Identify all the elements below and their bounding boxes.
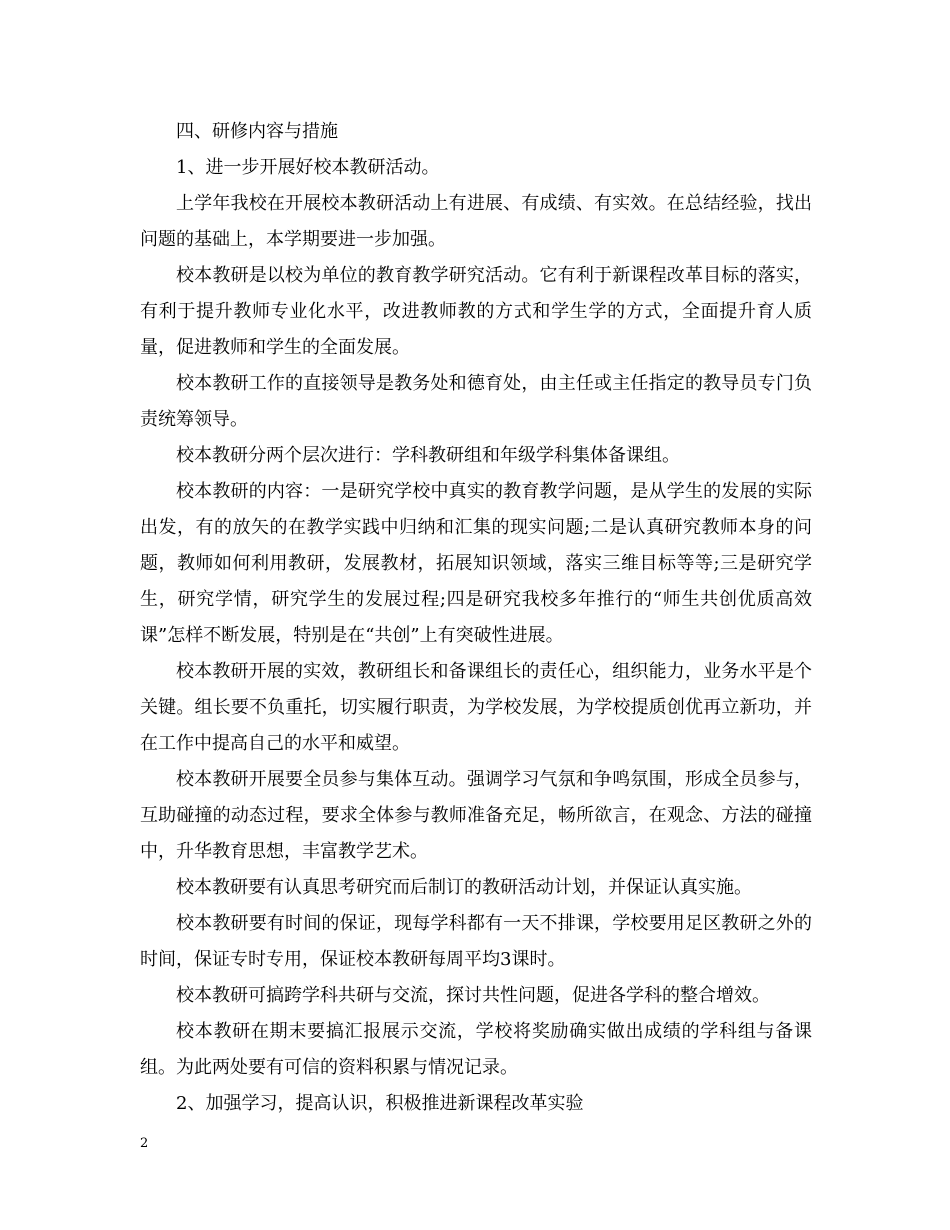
section-heading: 四、研修内容与措施 (176, 121, 338, 142)
paragraph: 校本教研分两个层次进行：学科教研组和年级学科集体备课组。 (176, 445, 680, 466)
paragraph: 校本教研开展的实效，教研组长和备课组长的责任心，组织能力，业务水平是个关键。组长要不负重托，切实履行职责，为学校发展，为学校提质创优再立新功，并在工作中提高自己的水平和威望。 (140, 661, 812, 754)
paragraph: 校本教研可搞跨学科共研与交流，探讨共性问题，促进各学科的整合增效。 (176, 985, 770, 1006)
paragraph: 校本教研开展要全员参与集体互动。强调学习气氛和争鸣氛围，形成全员参与，互助碰撞的动态过程，要求全体参与教师准备充足，畅所欲言，在观念、方法的碰撞中，升华教育思想，丰富教学艺术。 (140, 769, 812, 862)
page-number: 2 (140, 1136, 149, 1151)
paragraph: 校本教研工作的直接领导是教务处和德育处，由主任或主任指定的教导员专门负责统筹领导。 (140, 373, 812, 430)
subsection-heading: 2、加强学习，提高认识，积极推进新课程改革实验 (176, 1093, 584, 1114)
paragraph: 校本教研是以校为单位的教育教学研究活动。它有利于新课程改革目标的落实，有利于提升教师专业化水平，改进教师教的方式和学生学的方式，全面提升育人质量，促进教师和学生的全面发展。 (140, 265, 812, 358)
document-body (140, 114, 812, 1122)
paragraph: 校本教研要有时间的保证，现每学科都有一天不排课，学校要用足区教研之外的时间，保证专时专用，保证校本教研每周平均3课时。 (140, 913, 812, 970)
paragraph: 校本教研的内容：一是研究学校中真实的教育教学问题，是从学生的发展的实际出发，有的放矢的在教学实践中归纳和汇集的现实问题;二是认真研究教师本身的问题，教师如何利用教研，发展教材，拓展知识领域，落实三维目标等等;三是研究学生，研究学情，研究学生的发展过程;四是研究我校多年推行的“师生共创优质高效课”怎样不断发展，特别是在“共创”上有突破性进展。 (140, 481, 812, 646)
paragraph: 校本教研要有认真思考研究而后制订的教研活动计划，并保证认真实施。 (176, 877, 752, 898)
paragraph: 校本教研在期末要搞汇报展示交流，学校将奖励确实做出成绩的学科组与备课组。为此两处要有可信的资料积累与情况记录。 (140, 1021, 812, 1078)
paragraph: 上学年我校在开展校本教研活动上有进展、有成绩、有实效。在总结经验，找出问题的基础上，本学期要进一步加强。 (140, 193, 812, 250)
subsection-heading: 1、进一步开展好校本教研活动。 (176, 157, 440, 178)
